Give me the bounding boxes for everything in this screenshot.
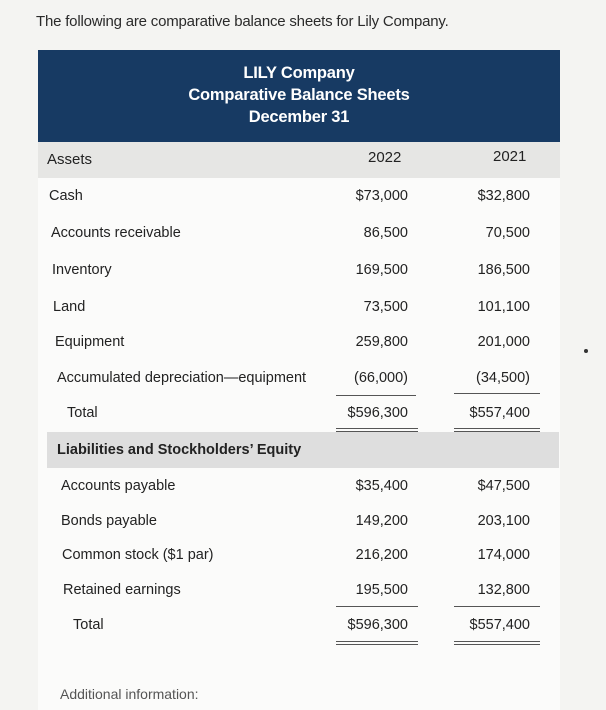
table-row	[38, 582, 560, 606]
value-2021: 201,000	[477, 334, 530, 350]
column-header-row	[38, 142, 560, 178]
table-row	[38, 617, 560, 641]
value-2022: 216,200	[355, 547, 408, 563]
table-row	[38, 478, 560, 502]
value-2021: 186,500	[477, 262, 530, 278]
company-name: LILY Company	[243, 64, 355, 82]
value-2022: 73,500	[363, 299, 408, 315]
table-row	[38, 188, 560, 212]
value-2022: 195,500	[355, 582, 408, 598]
value-2022: 169,500	[355, 262, 408, 278]
value-2022: $596,300	[347, 617, 408, 633]
table-row	[38, 262, 560, 286]
subtotal-rule-2022	[336, 606, 418, 607]
year-2021-heading: 2021	[493, 148, 527, 165]
value-2021: $32,800	[477, 188, 530, 204]
value-2022: (66,000)	[353, 370, 408, 386]
assets-heading: Assets	[47, 151, 93, 168]
row-label: Equipment	[55, 334, 125, 350]
additional-information-label: Additional information:	[60, 686, 199, 702]
subtotal-rule-2022	[336, 395, 416, 396]
value-2021: $47,500	[477, 478, 530, 494]
value-2021: (34,500)	[475, 370, 530, 386]
subtotal-rule-2021	[454, 393, 540, 394]
table-row	[38, 225, 560, 249]
table-row	[38, 547, 560, 571]
sheet-title: Comparative Balance Sheets	[188, 86, 410, 104]
row-label: Accumulated depreciation—equipment	[57, 370, 307, 386]
value-2022: $73,000	[355, 188, 408, 204]
row-label: Bonds payable	[61, 513, 157, 529]
liabilities-heading-bar	[47, 432, 559, 468]
total-double-rule-2021	[454, 641, 540, 645]
row-label: Inventory	[52, 262, 112, 278]
table-row	[38, 405, 560, 429]
value-2021: 70,500	[485, 225, 530, 241]
row-label: Total	[73, 617, 104, 633]
value-2021: 174,000	[477, 547, 530, 563]
total-double-rule-2022	[336, 641, 418, 645]
value-2022: $596,300	[347, 405, 408, 421]
value-2021: 101,100	[477, 299, 530, 315]
subtotal-rule-2021	[454, 606, 540, 607]
value-2021: 203,100	[477, 513, 530, 529]
row-label: Land	[53, 299, 86, 315]
table-row	[38, 299, 560, 323]
table-row	[38, 513, 560, 537]
row-label: Cash	[49, 188, 83, 204]
value-2021: $557,400	[469, 405, 530, 421]
year-2022-heading: 2022	[368, 149, 402, 166]
table-row	[38, 370, 560, 394]
value-2022: 149,200	[355, 513, 408, 529]
row-label: Common stock ($1 par)	[62, 547, 214, 563]
value-2021: $557,400	[469, 617, 530, 633]
sheet-header	[38, 50, 560, 142]
value-2022: 86,500	[363, 225, 408, 241]
row-label: Accounts receivable	[51, 225, 181, 241]
intro-text: The following are comparative balance sheets for Lily Company.	[36, 13, 449, 30]
sheet-date: December 31	[248, 108, 350, 126]
value-2022: 259,800	[355, 334, 408, 350]
row-label: Retained earnings	[63, 582, 181, 598]
row-label: Accounts payable	[61, 478, 176, 494]
row-label: Total	[67, 405, 98, 421]
stray-mark	[584, 349, 588, 353]
table-row	[38, 334, 560, 358]
balance-sheet	[38, 50, 560, 710]
liabilities-heading: Liabilities and Stockholders’ Equity	[57, 442, 302, 458]
value-2022: $35,400	[355, 478, 408, 494]
value-2021: 132,800	[477, 582, 530, 598]
